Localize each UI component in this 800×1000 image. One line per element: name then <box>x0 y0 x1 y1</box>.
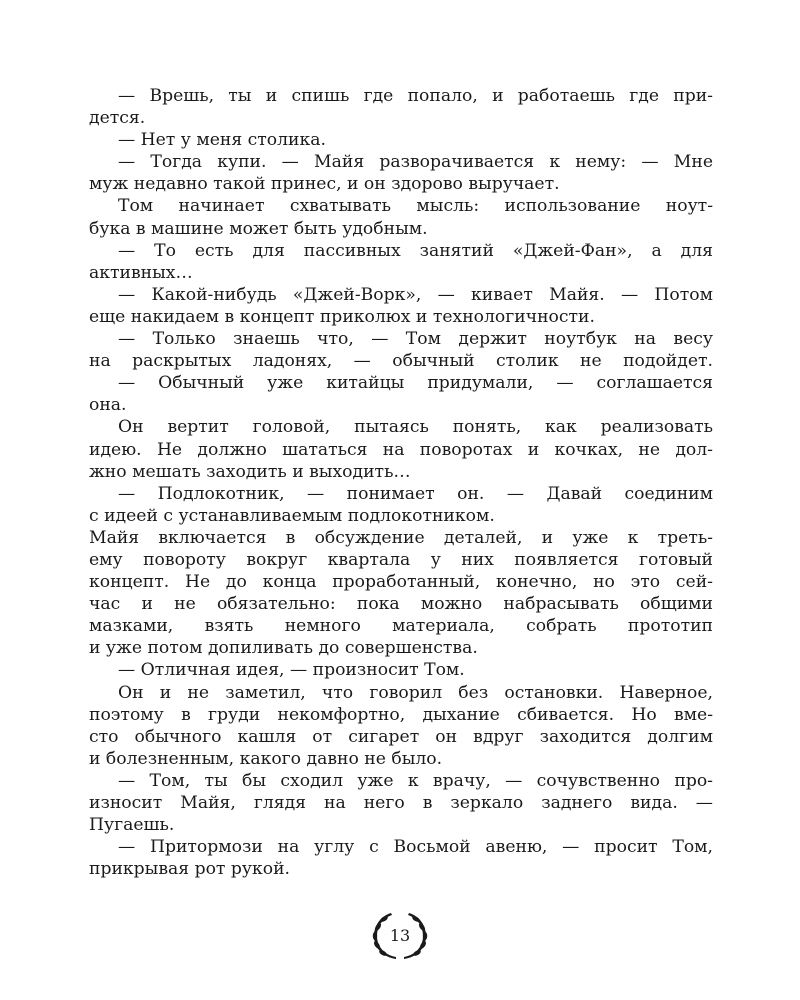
text-line: еще накидаем в концепт приколюх и технологичности. <box>89 306 595 327</box>
text-line: ему повороту вокруг квартала у них появляется готовый <box>89 549 713 570</box>
page-number: 13 <box>389 926 411 945</box>
text-line: Том начинает схватывать мысль: использование ноут- <box>118 196 713 217</box>
text-line: — То есть для пассивных занятий «Джей-Фан», а для <box>118 240 713 261</box>
text-line: Он вертит головой, пытаясь понять, как реализовать <box>118 417 713 438</box>
text-line: — Подлокотник, — понимает он. — Давай соединим <box>118 483 713 504</box>
text-line: и уже потом допиливать до совершенства. <box>89 638 478 659</box>
text-line: час и не обязательно: пока можно набрасывать общими <box>89 594 713 615</box>
text-line: — Врешь, ты и спишь где попало, и работаешь где при- <box>118 86 713 106</box>
text-line: Он и не заметил, что говорил без остановки. Наверное, <box>118 682 713 703</box>
text-line: сто обычного кашля от сигарет он вдруг заходится долгим <box>89 726 713 747</box>
text-line: она. <box>89 395 127 416</box>
text-line: муж недавно такой принес, и он здорово выручает. <box>89 174 560 195</box>
text-line: прикрывая рот рукой. <box>89 859 291 880</box>
text-line: — Тогда купи. — Майя разворачивается к нему: — Мне <box>118 152 713 173</box>
text-line: поэтому в груди некомфортно, дыхание сбивается. Но вме- <box>89 704 713 725</box>
text-line: — Только знаешь что, — Том держит ноутбук на весу <box>118 329 713 350</box>
page-number-ornament <box>368 907 432 965</box>
text-line: с идеей с устанавливаемым подлокотником. <box>89 505 495 526</box>
text-line: — Какой-нибудь «Джей-Ворк», — кивает Майя. — Потом <box>118 284 713 305</box>
text-line: активных… <box>89 262 193 283</box>
text-line: концепт. Не до конца проработанный, конечно, но это сей- <box>89 572 713 593</box>
page-body <box>89 85 713 880</box>
text-line: — Том, ты бы сходил уже к врачу, — сочувственно про- <box>118 770 713 791</box>
text-line: на раскрытых ладонях, — обычный столик не подойдет. <box>89 351 713 372</box>
text-line: дется. <box>89 108 146 129</box>
text-line: идею. Не должно шататься на поворотах и кочках, не дол- <box>89 439 713 460</box>
text-line: Пугаешь. <box>89 815 175 836</box>
text-line: износит Майя, глядя на него в зеркало заднего вида. — <box>89 793 713 813</box>
text-line: — Нет у меня столика. <box>118 130 326 151</box>
text-line: — Обычный уже китайцы придумали, — соглашается <box>118 373 713 394</box>
text-line: жно мешать заходить и выходить… <box>89 461 411 482</box>
text-line: и болезненным, какого давно не было. <box>89 748 443 769</box>
text-line: — Притормози на углу с Восьмой авеню, — просит Том, <box>118 837 713 858</box>
text-line: Майя включается в обсуждение деталей, и уже к треть- <box>89 527 713 548</box>
text-line: мазками, взять немного материала, собрать прототип <box>89 616 713 637</box>
text-line: — Отличная идея, — произносит Том. <box>118 660 465 681</box>
text-line: бука в машине может быть удобным. <box>89 218 428 239</box>
